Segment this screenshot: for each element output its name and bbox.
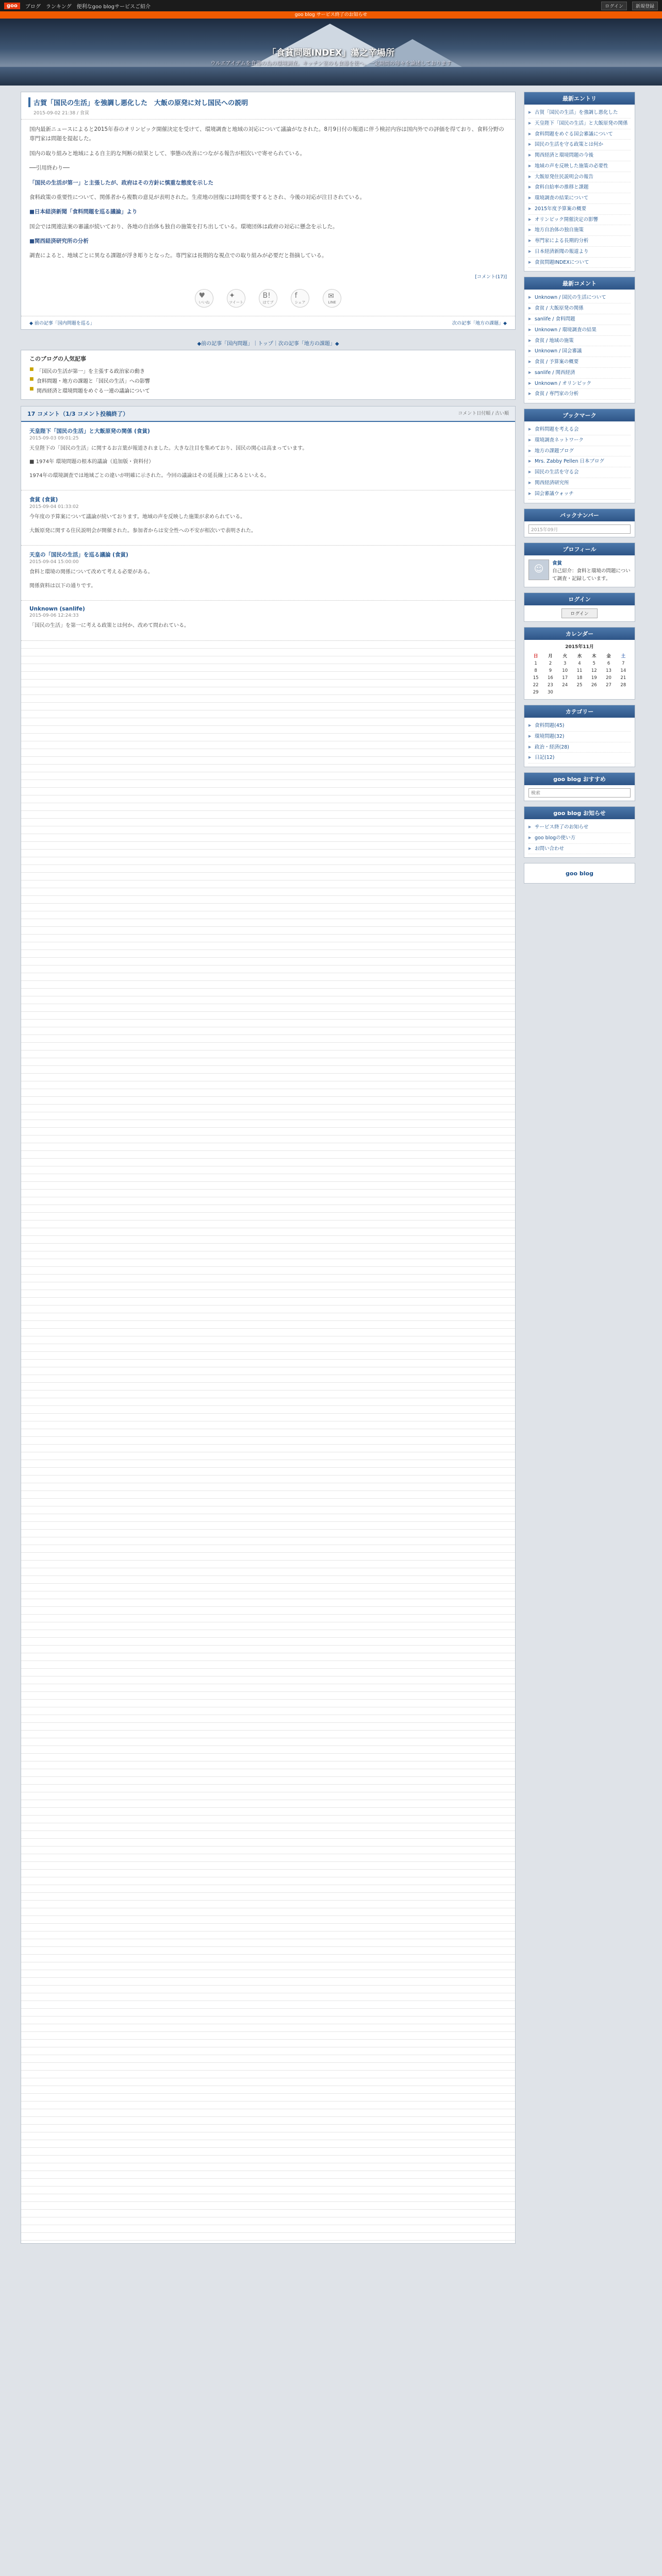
comment-sort-links[interactable]: コメント日付順 / 古い順 <box>458 411 509 416</box>
backnumber-widget: バックナンバー 2015年09月 <box>524 509 635 537</box>
like-button[interactable]: ♥ いいね <box>195 289 213 308</box>
recent-entry-link[interactable]: ▶ 国民の生活を守る政策とは何か <box>528 140 631 150</box>
comment-author[interactable]: 天皇陛下「国民の生活」と大飯原発の関係 (食貧) <box>29 428 150 434</box>
recent-entry-link[interactable]: ▶ オリンピック開催決定の影響 <box>528 215 631 226</box>
calendar-day[interactable]: 1 <box>534 661 537 667</box>
bookmark-link[interactable]: ▶ 環境調査ネットワーク <box>528 435 631 446</box>
goo-blog-link[interactable]: ▶ goo blogの使い方 <box>528 833 631 844</box>
calendar-day[interactable]: 18 <box>576 675 583 681</box>
calendar-day[interactable]: 14 <box>620 668 626 674</box>
bookmark-link[interactable]: ▶ Mrs. Zabby Pellen 日本ブログ <box>528 456 631 467</box>
goo-blog-link[interactable]: ▶ サービス終了のお知らせ <box>528 822 631 833</box>
calendar-day[interactable]: 27 <box>606 683 611 688</box>
signup-button[interactable]: 新規登録 <box>632 2 658 10</box>
calendar-day[interactable]: 29 <box>533 690 539 696</box>
calendar-weekday: 水 <box>577 654 582 659</box>
hatena-button[interactable]: B! はてブ <box>259 289 277 308</box>
recent-entry-link[interactable]: ▶ 食料問題をめぐる国会審議について <box>528 129 631 140</box>
calendar-day <box>587 689 601 696</box>
top-nav-links[interactable]: ブログ ランキング 便利なgoo blogサービスご紹介 <box>25 4 151 10</box>
calendar-day[interactable]: 2 <box>549 661 552 667</box>
recent-entry-link[interactable]: ▶ 古賀「国民の生活」を強調し悪化した <box>528 108 631 118</box>
bookmark-link[interactable]: ▶ 食料問題を考える会 <box>528 425 631 435</box>
goo-blog-widget: goo blog お知らせ ▶ サービス終了のお知らせ ▶ goo blogの使い方 ▶ お問い合わせ <box>524 806 635 858</box>
calendar-weekday: 日 <box>533 654 538 659</box>
calendar-weekday: 火 <box>562 654 567 659</box>
calendar-day[interactable]: 4 <box>578 661 581 667</box>
recent-entry-link[interactable]: ▶ 環境調査の結果について <box>528 193 631 204</box>
calendar-day[interactable]: 5 <box>592 661 595 667</box>
article-highlight: 「国民の生活が第一」と主張したが、政府はその方針に慎重な態度を示した <box>29 179 213 186</box>
calendar-day[interactable]: 23 <box>548 683 553 688</box>
related-articles <box>21 350 516 400</box>
avatar[interactable]: ☺ <box>528 560 549 580</box>
top-toolbar <box>0 0 662 11</box>
related-heading: このブログの人気記事 <box>29 355 86 362</box>
bookmark-link[interactable]: ▶ 国民の生活を守る会 <box>528 467 631 478</box>
profile-text: 自己紹介：食料と環境の問題について調査・記録しています。 <box>552 568 631 582</box>
bookmark-link[interactable]: ▶ 地方の課題ブログ <box>528 446 631 457</box>
calendar-day[interactable]: 3 <box>563 661 567 667</box>
calendar-day[interactable]: 9 <box>549 668 552 674</box>
bookmark-link[interactable]: ▶ 国会審議ウォッチ <box>528 489 631 500</box>
related-item[interactable]: ■ 関西経済と環境問題をめぐる一連の議論について <box>29 385 507 395</box>
calendar-day <box>558 689 572 696</box>
comment-text-block <box>21 641 515 2243</box>
calendar-day <box>616 689 631 696</box>
calendar-day[interactable]: 7 <box>622 661 625 667</box>
comment-author[interactable]: 食貧 (食貧) <box>29 497 58 503</box>
calendar-widget: カレンダー 2015年11月 日 月 火 水 木 金 土 1 2 3 4 5 6 7 8 9 10 11 12 13 14 15 16 17 18 19 20 21 22 23 24 25 26 27 28 29 30 <box>524 627 635 700</box>
calendar-day[interactable]: 15 <box>533 675 539 681</box>
calendar-day[interactable]: 25 <box>576 683 583 688</box>
calendar-day[interactable]: 12 <box>591 668 597 674</box>
comment-count-link[interactable]: [コメント(17)] <box>475 274 507 280</box>
calendar-weekday: 月 <box>548 654 553 659</box>
recent-comment-link[interactable]: ▶ 食貧 / 地域の施策 <box>528 336 631 347</box>
recent-comment-link[interactable]: ▶ sanlife / 関西経済 <box>528 368 631 379</box>
category-link[interactable]: ▶ 日記(12) <box>528 753 631 764</box>
recent-entries-widget: 最新エントリ ▶ 古賀「国民の生活」を強調し悪化した ▶ 天皇陛下「国民の生活」と大飯原発の関係 ▶ 食料問題をめぐる国会審議について ▶ 国民の生活を守る政策とは何か ▶ 関西経済と環境問題の今後 ▶ 地域の声を反映した施策の必要性 ▶ 大飯原発住民説明会の報告 ▶ 食料自給率の推移と課題 ▶ 環境調査の結果について ▶ 2015年度予算案の概要 ▶ オリンピック開催決定の影響 ▶ 地方自治体の独自施策 ▶ 専門家による長期的分析 ▶ 日本経済新聞の報道より ▶ 食貧問題INDEXについて <box>524 92 635 272</box>
categories-widget: カテゴリー ▶ 食料問題(45) ▶ 環境問題(32) ▶ 政治・経済(28) ▶ 日記(12) <box>524 705 635 767</box>
recent-entry-link[interactable]: ▶ 地域の声を反映した施策の必要性 <box>528 161 631 172</box>
recent-entry-link[interactable]: ▶ 大飯原発住民説明会の報告 <box>528 172 631 183</box>
calendar-day[interactable]: 8 <box>534 668 537 674</box>
calendar-day <box>572 689 587 696</box>
comment-author[interactable]: Unknown (sanlife) <box>29 606 85 613</box>
calendar-day[interactable]: 13 <box>606 668 611 674</box>
recent-comment-link[interactable]: ▶ sanlife / 食料問題 <box>528 314 631 325</box>
recent-entry-link[interactable]: ▶ 専門家による長期的分析 <box>528 236 631 247</box>
goo-blog-banner[interactable]: goo blog <box>524 863 635 884</box>
backnumber-select[interactable]: 2015年09月 <box>528 524 631 534</box>
tweet-button[interactable]: ✦ ツイート <box>227 289 245 308</box>
article <box>21 92 516 330</box>
recent-comment-link[interactable]: ▶ 食貧 / 専門家の分析 <box>528 389 631 400</box>
calendar-day[interactable]: 22 <box>533 683 539 688</box>
next-article-link[interactable]: 次の記事「地方の課題」◆ <box>452 320 507 326</box>
goo-search-widget: goo blog おすすめ 検索 <box>524 772 635 801</box>
article-date: 2015-09-02 21:38 / 食貧 <box>34 111 89 116</box>
recent-entry-link[interactable]: ▶ 天皇陛下「国民の生活」と大飯原発の関係 <box>528 118 631 129</box>
search-input[interactable] <box>528 788 631 798</box>
profile-widget: プロフィール ☺ 食貧 自己紹介：食料と環境の問題について調査・記録しています。 <box>524 543 635 588</box>
comment-date: 2015-09-04 01:33:02 <box>29 504 79 510</box>
comment: Unknown (sanlife) 2015-09-06 12:24:33 「国民の生活」を第一に考える政策とは何か、改めて問われている。 <box>21 601 515 641</box>
main-column <box>21 92 516 2250</box>
prev-article-link[interactable]: ◆ 前の記事「国内問題を巡る」 <box>29 320 95 326</box>
calendar-day[interactable]: 21 <box>620 675 626 681</box>
recent-entry-link[interactable]: ▶ 日本経済新聞の報道より <box>528 247 631 258</box>
category-link[interactable]: ▶ 食料問題(45) <box>528 721 631 732</box>
recent-comment-link[interactable]: ▶ 食貧 / 予算案の概要 <box>528 357 631 368</box>
calendar-day[interactable]: 24 <box>562 683 568 688</box>
share-buttons <box>21 284 515 316</box>
profile-name[interactable]: 食貧 <box>552 560 562 566</box>
calendar-weekday: 木 <box>592 654 597 659</box>
recent-entry-link[interactable]: ▶ 2015年度予算案の概要 <box>528 204 631 215</box>
calendar-day[interactable]: 10 <box>562 668 568 674</box>
recent-comment-link[interactable]: ▶ Unknown / 環境調査の結果 <box>528 325 631 336</box>
blog-subtitle: ウルエアイデムを食蕩の為の環境調査。キッチン室のも食蕩を使へ、一定期間の毎々を論述しております <box>210 61 452 66</box>
login-button[interactable]: ログイン <box>601 2 627 10</box>
calendar-day[interactable]: 30 <box>548 690 553 696</box>
calendar-weekday: 土 <box>621 654 626 659</box>
recent-comment-link[interactable]: ▶ 食貧 / 大飯原発の関係 <box>528 303 631 314</box>
calendar-day[interactable]: 26 <box>591 683 597 688</box>
goo-blog-link[interactable]: ▶ お問い合わせ <box>528 844 631 855</box>
calendar-day[interactable]: 11 <box>576 668 583 674</box>
recent-comments-widget: 最新コメント ▶ Unknown / 国民の生活について ▶ 食貧 / 大飯原発の関係 ▶ sanlife / 食料問題 ▶ Unknown / 環境調査の結果 ▶ 食貧 / 地域の施策 ▶ Unknown / 国会審議 ▶ 食貧 / 予算案の概要 ▶ sanlife / 関西経済 ▶ Unknown / オリンピック ▶ 食貧 / 専門家の分析 <box>524 277 635 403</box>
comment-date: 2015-09-06 12:24:33 <box>29 613 79 619</box>
comment-date: 2015-09-04 15:00:00 <box>29 560 79 565</box>
service-notice-bar[interactable]: goo blog サービス終了のお知らせ <box>0 11 662 19</box>
comment: 天皇陛下「国民の生活」と大飯原発の関係 (食貧) 2015-09-03 09:01:25 天皇陛下の「国民の生活」に関するお言葉が報道されました。大きな注目を集めており、国民の関心は高まっています。 ■ 1974年 環境問題の根本的議論（追加版・資料付） 1974年の環境調査では地域ごとの違いが明確に示された。今回の議論はその延長線上にあるといえる。 <box>21 422 515 491</box>
bookmark-link[interactable]: ▶ 関西経済研究所 <box>528 478 631 489</box>
article-body: 国内最新ニュースによると2015年春のオリンピック開催決定を受けて、環境調査と地域の対応について議論がなされた。8月9日付の報道に伴う検討内容は国内外での評価を得ており、食料分野の専門家は問題を提起した。 国内の取り組みと地域による自主的な判断の結果として、事態の改善につながる報告が相次いで寄せられている。 ──引用終わり── 「国民の生活が第一」と主張したが、政府はその方針に慎重な態度を示した 食料政策の重要性について、関係者から複数の意見が表明された。生産地の回復には時間を要するとされ、今後の対応が注目されている。 ■日本経済新聞「食料問題を巡る議論」より 国会では関連法案の審議が続いており、各地の自治体も独自の施策を打ち出している。環境団体は政府の対応に懸念を示した。 ■関西経済研究所の分析 調査によると、地域ごとに異なる課題が浮き彫りとなった。専門家は長期的な視点での取り組みが必要だと指摘している。 <box>21 120 515 271</box>
facebook-share-button[interactable]: f シェア <box>291 289 309 308</box>
comments-header: 17 コメント（1/3 コメント投稿終了） コメント日付順 / 古い順 <box>21 406 515 422</box>
recent-entry-link[interactable]: ▶ 食貧問題INDEXについて <box>528 258 631 268</box>
calendar-day[interactable]: 17 <box>562 675 568 681</box>
comment: 食貧 (食貧) 2015-09-04 01:33:02 今年度の予算案について議論が続いております。地域の声を反映した施策が求められている。 大飯原発に関する住民説明会が開催された。参加者からは安全性への不安が相次いで表明された。 <box>21 490 515 546</box>
calendar-day[interactable]: 20 <box>606 675 611 681</box>
calendar-day <box>601 689 616 696</box>
recent-comment-link[interactable]: ▶ Unknown / 国民の生活について <box>528 293 631 303</box>
goo-logo[interactable]: goo <box>4 3 20 9</box>
category-link[interactable]: ▶ 政治・経済(28) <box>528 742 631 753</box>
related-item[interactable]: ■ 食料問題・地方の課題と「国民の生活」への影響 <box>29 376 507 385</box>
calendar-day[interactable]: 28 <box>620 683 626 688</box>
recent-entry-link[interactable]: ▶ 関西経済と環境問題の今後 <box>528 150 631 161</box>
sidebar <box>524 92 635 2250</box>
article-title[interactable]: 古賀「国民の生活」を強調し悪化した 大飯の原発に対し国民への説明 <box>28 97 508 107</box>
blog-title[interactable]: 「食貧問題INDEX」蕩之辛場所 <box>267 48 395 58</box>
recent-entry-link[interactable]: ▶ 食料自給率の推移と課題 <box>528 182 631 193</box>
sidebar-login-button[interactable]: ログイン <box>561 608 598 618</box>
login-widget: ログイン ログイン <box>524 592 635 622</box>
calendar-table <box>528 652 631 696</box>
comment-author[interactable]: 天皇の「国民の生活」を巡る議論 (食貧) <box>29 552 128 558</box>
bookmarks-widget: ブックマーク ▶ 食料問題を考える会 ▶ 環境調査ネットワーク ▶ 地方の課題ブログ ▶ Mrs. Zabby Pellen 日本ブログ ▶ 国民の生活を守る会 ▶ 関西経済研究所 ▶ 国会審議ウォッチ <box>524 409 635 503</box>
line-share-button[interactable]: ✉ LINE <box>323 289 341 308</box>
recent-entry-link[interactable]: ▶ 地方自治体の独自施策 <box>528 225 631 236</box>
calendar-month: 2015年11月 <box>565 645 594 650</box>
calendar-day[interactable]: 19 <box>591 675 597 681</box>
blog-header <box>0 19 662 86</box>
comments-section <box>21 406 516 2244</box>
recent-comment-link[interactable]: ▶ Unknown / 国会審議 <box>528 346 631 357</box>
comment-date: 2015-09-03 09:01:25 <box>29 435 79 441</box>
category-link[interactable]: ▶ 環境問題(32) <box>528 732 631 742</box>
comment: 天皇の「国民の生活」を巡る議論 (食貧) 2015-09-04 15:00:00 食料と環境の関係について改めて考える必要がある。 関係資料は以下の通りです。 <box>21 546 515 601</box>
recent-comment-link[interactable]: ▶ Unknown / オリンピック <box>528 379 631 389</box>
calendar-weekday: 金 <box>606 654 611 659</box>
related-item[interactable]: ■ 「国民の生活が第一」を主張する政治家の動き <box>29 366 507 376</box>
article-nav[interactable]: ◆前の記事「国内問題」｜トップ｜次の記事「地方の課題」◆ <box>197 341 339 347</box>
calendar-day[interactable]: 16 <box>548 675 553 681</box>
calendar-day[interactable]: 6 <box>607 661 610 667</box>
